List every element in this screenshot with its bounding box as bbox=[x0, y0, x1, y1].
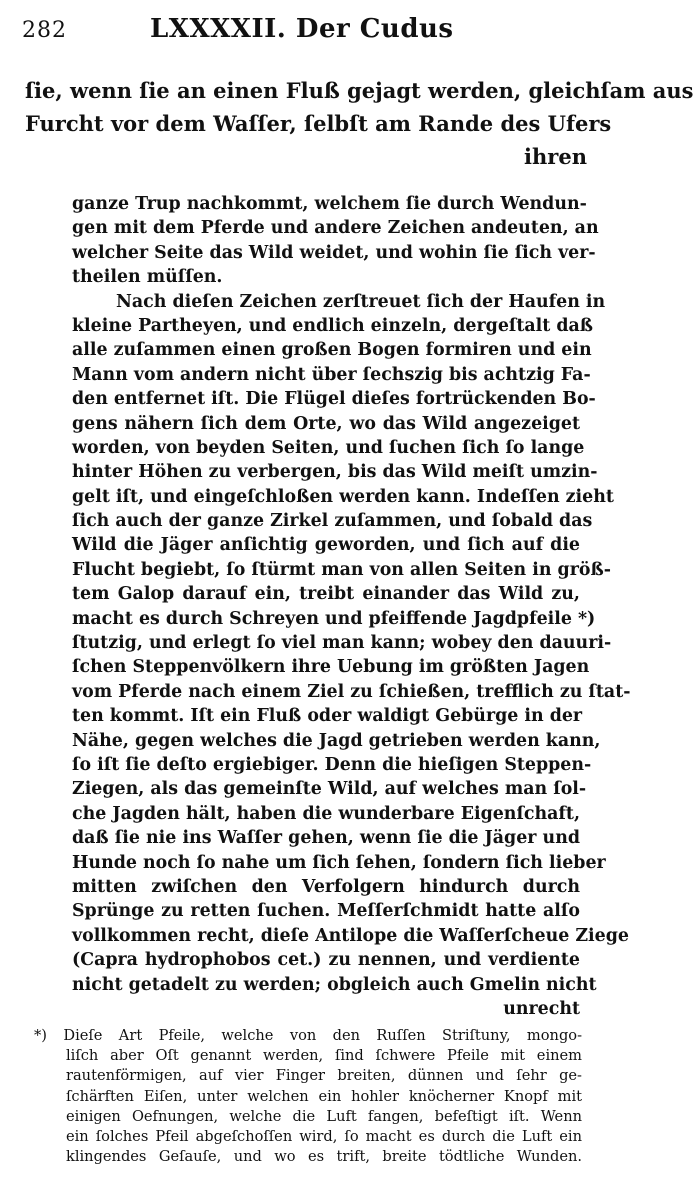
text-line: Hunde noch ſo nahe um ſich ſehen, ſondern ſich lieber bbox=[72, 852, 606, 873]
text-line: vom Pferde nach einem Ziel zu ſchießen, trefflich zu ſtat- bbox=[72, 681, 631, 702]
catchword: ihren bbox=[524, 144, 587, 169]
text-line: Nach dieſen Zeichen zerſtreuet ſich der Haufen in bbox=[116, 291, 606, 312]
footnote-line: *) Dieſe Art Pfeile, welche von den Ruſſen Striſtuny, mongo- bbox=[34, 1027, 582, 1044]
running-title: LXXXXII. Der Cudus bbox=[150, 14, 454, 44]
text-line: alle zuſammen einen großen Bogen formiren und ein bbox=[72, 340, 592, 361]
page-header bbox=[22, 8, 582, 48]
page-number: 282 bbox=[22, 18, 67, 43]
text-line: Flucht begiebt, ſo ſtürmt man von allen Seiten in größ- bbox=[72, 559, 611, 580]
text-line: worden, von beyden Seiten, und ſuchen ſich ſo lange bbox=[72, 437, 585, 458]
text-line: Sprünge zu retten ſuchen. Meſſerſchmidt hatte alſo bbox=[72, 901, 580, 922]
footnote-line: klingendes Geſauſe, und wo es trift, breite tödtliche Wunden. bbox=[66, 1148, 582, 1166]
footnote bbox=[34, 1026, 582, 1167]
text-line: (Capra hydrophobos cet.) zu nennen, und verdiente bbox=[72, 950, 580, 971]
text-line: ſich auch der ganze Zirkel zuſammen, und ſobald das bbox=[72, 511, 593, 532]
catchword: unrecht bbox=[503, 998, 580, 1019]
text-line: ſtutzig, und erlegt ſo viel man kann; wobey den dauuri- bbox=[72, 633, 612, 654]
continuation-block bbox=[25, 74, 693, 173]
text-line: tem Galop darauf ein, treibt einander das Wild zu, bbox=[72, 584, 580, 605]
text-line: ſo iſt ſie deſto ergiebiger. Denn die hieſigen Steppen- bbox=[72, 754, 592, 775]
text-line: vollkommen recht, dieſe Antilope die Waſſerſcheue Ziege bbox=[72, 925, 629, 946]
text-line: macht es durch Schreyen und pfeiffende Jagdpfeile *) bbox=[72, 608, 596, 629]
continuation-line: Furcht vor dem Waſſer, ſelbſt am Rande des Ufers bbox=[25, 111, 612, 136]
text-line: gen mit dem Pferde und andere Zeichen andeuten, an bbox=[72, 218, 599, 239]
text-line: Mann vom andern nicht über ſechszig bis achtzig Fa- bbox=[72, 364, 591, 385]
footnote-line: liſch aber Oſt genannt werden, ſind ſchwere Pfeile mit einem bbox=[66, 1047, 582, 1065]
main-text bbox=[72, 192, 631, 1021]
text-line: Ziegen, als das gemeinſte Wild, auf welches man ſol- bbox=[72, 779, 587, 800]
text-line: hinter Höhen zu verbergen, bis das Wild meiſt umzin- bbox=[72, 462, 598, 483]
text-line: gelt iſt, und eingeſchloßen werden kann. Indeſſen zieht bbox=[72, 486, 614, 507]
text-line: Wild die Jäger anſichtig geworden, und ſich auf die bbox=[72, 535, 580, 556]
footnote-line: rautenförmigen, auf vier Finger breiten, dünnen und ſehr ge- bbox=[66, 1067, 582, 1085]
footnote-line: ſchärften Eiſen, unter welchen ein hohler knöcherner Knopf mit bbox=[66, 1087, 582, 1105]
text-line: kleine Partheyen, und endlich einzeln, dergeſtalt daß bbox=[72, 315, 594, 336]
text-line: Nähe, gegen welches die Jagd getrieben werden kann, bbox=[72, 730, 601, 751]
text-line: ten kommt. Iſt ein Fluß oder waldigt Gebürge in der bbox=[72, 706, 583, 727]
footnote-line: ein ſolches Pfeil abgeſchoſſen wird, ſo macht es durch die Luft ein bbox=[66, 1127, 582, 1145]
footnote-line: einigen Oefnungen, welche die Luft fangen, befeſtigt iſt. Wenn bbox=[66, 1107, 582, 1125]
text-line: gens nähern ſich dem Orte, wo das Wild angezeiget bbox=[72, 413, 580, 434]
text-line: daß ſie nie ins Waſſer gehen, wenn ſie die Jäger und bbox=[72, 828, 580, 849]
text-line: ſchen Steppenvölkern ihre Uebung im größten Jagen bbox=[72, 657, 590, 678]
text-line: theilen müſſen. bbox=[72, 267, 223, 288]
text-line: den entfernet iſt. Die Flügel dieſes fortrückenden Bo- bbox=[72, 389, 596, 410]
text-line: welcher Seite das Wild weidet, und wohin ſie ſich ver- bbox=[72, 242, 596, 263]
text-line: ganze Trup nachkommt, welchem ſie durch Wendun- bbox=[72, 194, 587, 214]
continuation-line: ſie, wenn ſie an einen Fluß gejagt werden, gleichſam aus bbox=[25, 78, 693, 103]
text-line: mitten zwiſchen den Verfolgern hindurch durch bbox=[72, 876, 580, 897]
text-line: che Jagden hält, haben die wunderbare Eigenſchaft, bbox=[72, 803, 580, 824]
text-line: nicht getadelt zu werden; obgleich auch Gmelin nicht bbox=[72, 974, 597, 995]
